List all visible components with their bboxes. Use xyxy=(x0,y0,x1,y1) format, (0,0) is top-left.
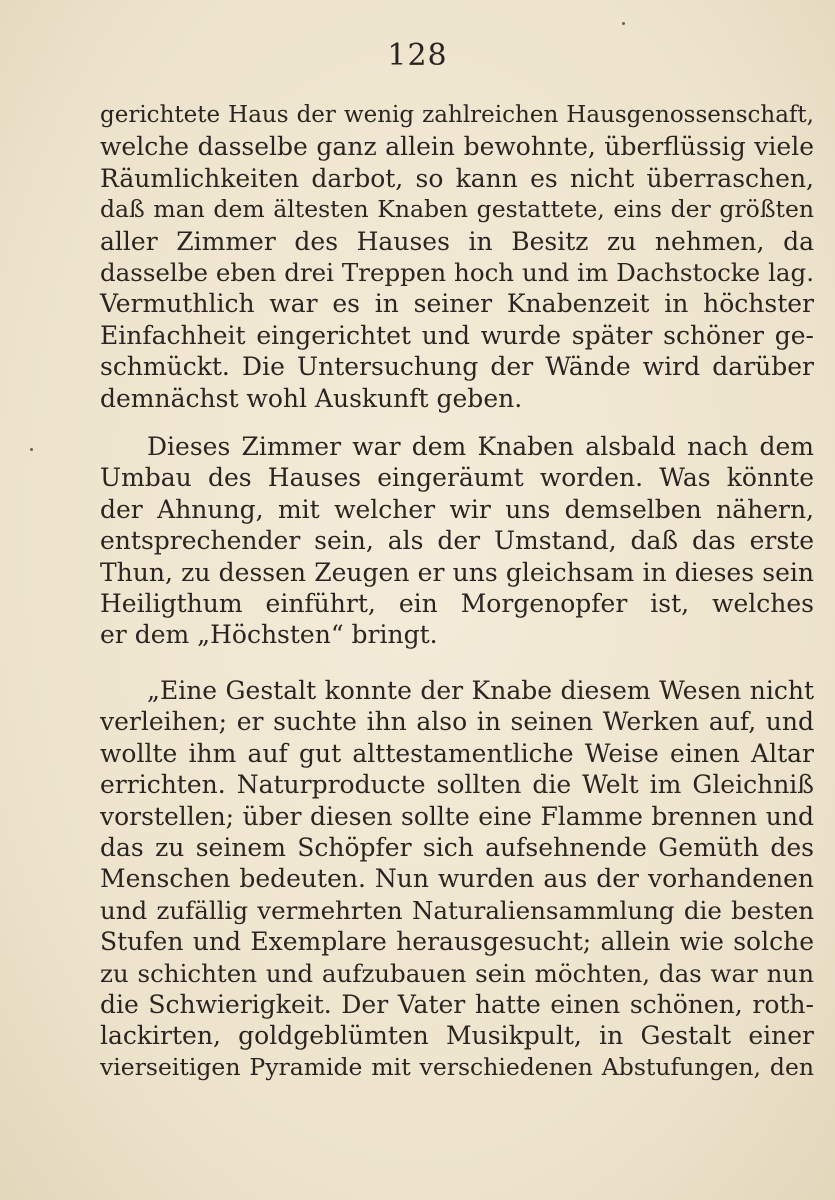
text-line: demnächst wohl Auskunft geben. xyxy=(100,383,523,413)
text-line: und zufällig vermehrten Naturaliensammlung die besten xyxy=(100,895,814,925)
text-line: schmückt. Die Untersuchung der Wände wird darüber xyxy=(100,352,814,382)
text-line: der Ahnung, mit welcher wir uns demselben nähern, xyxy=(100,494,814,524)
text-line: wollte ihm auf gut alttestamentliche Weise einen Altar xyxy=(100,738,814,768)
text-line: entsprechender sein, als der Umstand, daß das erste xyxy=(100,526,814,556)
text-line: gerichtete Haus der wenig zahlreichen Hausgenossenschaft, xyxy=(100,102,814,128)
text-line: Räumlichkeiten darbot, so kann es nicht überraschen, xyxy=(100,163,814,193)
text-line: „Eine Gestalt konnte der Knabe diesem Wesen nicht xyxy=(147,676,814,705)
text-line: Stufen und Exemplare herausgesucht; allein wie solche xyxy=(100,927,814,957)
text-line: welche dasselbe ganz allein bewohnte, überflüssig viele xyxy=(100,132,814,162)
text-line: Thun, zu dessen Zeugen er uns gleichsam in dieses sein xyxy=(100,557,814,587)
text-line: das zu seinem Schöpfer sich aufsehnende Gemüth des xyxy=(100,832,814,862)
text-line: die Schwierigkeit. Der Vater hatte einen schönen, roth- xyxy=(100,989,814,1019)
paper-speck xyxy=(622,22,625,25)
text-line: zu schichten und aufzubauen sein möchten, das war nun xyxy=(100,958,814,988)
page-number: 128 xyxy=(387,38,448,73)
text-line: Dieses Zimmer war dem Knaben alsbald nach dem xyxy=(147,432,814,461)
text-line: verleihen; er suchte ihn also in seinen Werken auf, und xyxy=(100,707,814,737)
text-line: lackirten, goldgeblümten Musikpult, in Gestalt einer xyxy=(100,1021,814,1051)
text-line: dasselbe eben drei Treppen hoch und im Dachstocke lag. xyxy=(100,257,814,287)
text-line: aller Zimmer des Hauses in Besitz zu nehmen, da xyxy=(100,226,814,256)
text-line: Umbau des Hauses eingeräumt worden. Was könnte xyxy=(100,463,814,493)
text-line: Vermuthlich war es in seiner Knabenzeit in höchster xyxy=(100,289,814,319)
paper-speck xyxy=(30,448,33,451)
text-line: Menschen bedeuten. Nun wurden aus der vorhandenen xyxy=(100,864,814,894)
paragraph-2 xyxy=(100,431,814,651)
text-line: Heiligthum einführt, ein Morgenopfer ist, welches xyxy=(100,588,814,618)
text-line: Einfachheit eingerichtet und wurde später schöner ge- xyxy=(100,320,814,350)
text-line: vorstellen; über diesen sollte eine Flamme brennen und xyxy=(100,801,814,831)
text-line: er dem „Höchsten“ bringt. xyxy=(100,620,438,650)
text-line: errichten. Naturproducte sollten die Welt im Gleichniß xyxy=(100,770,814,800)
text-line: vierseitigen Pyramide mit verschiedenen Abstufungen, den xyxy=(100,1052,814,1081)
paragraph-1 xyxy=(100,100,814,414)
text-line: daß man dem ältesten Knaben gestattete, eins der größten xyxy=(100,195,814,224)
paragraph-3 xyxy=(100,675,814,1083)
